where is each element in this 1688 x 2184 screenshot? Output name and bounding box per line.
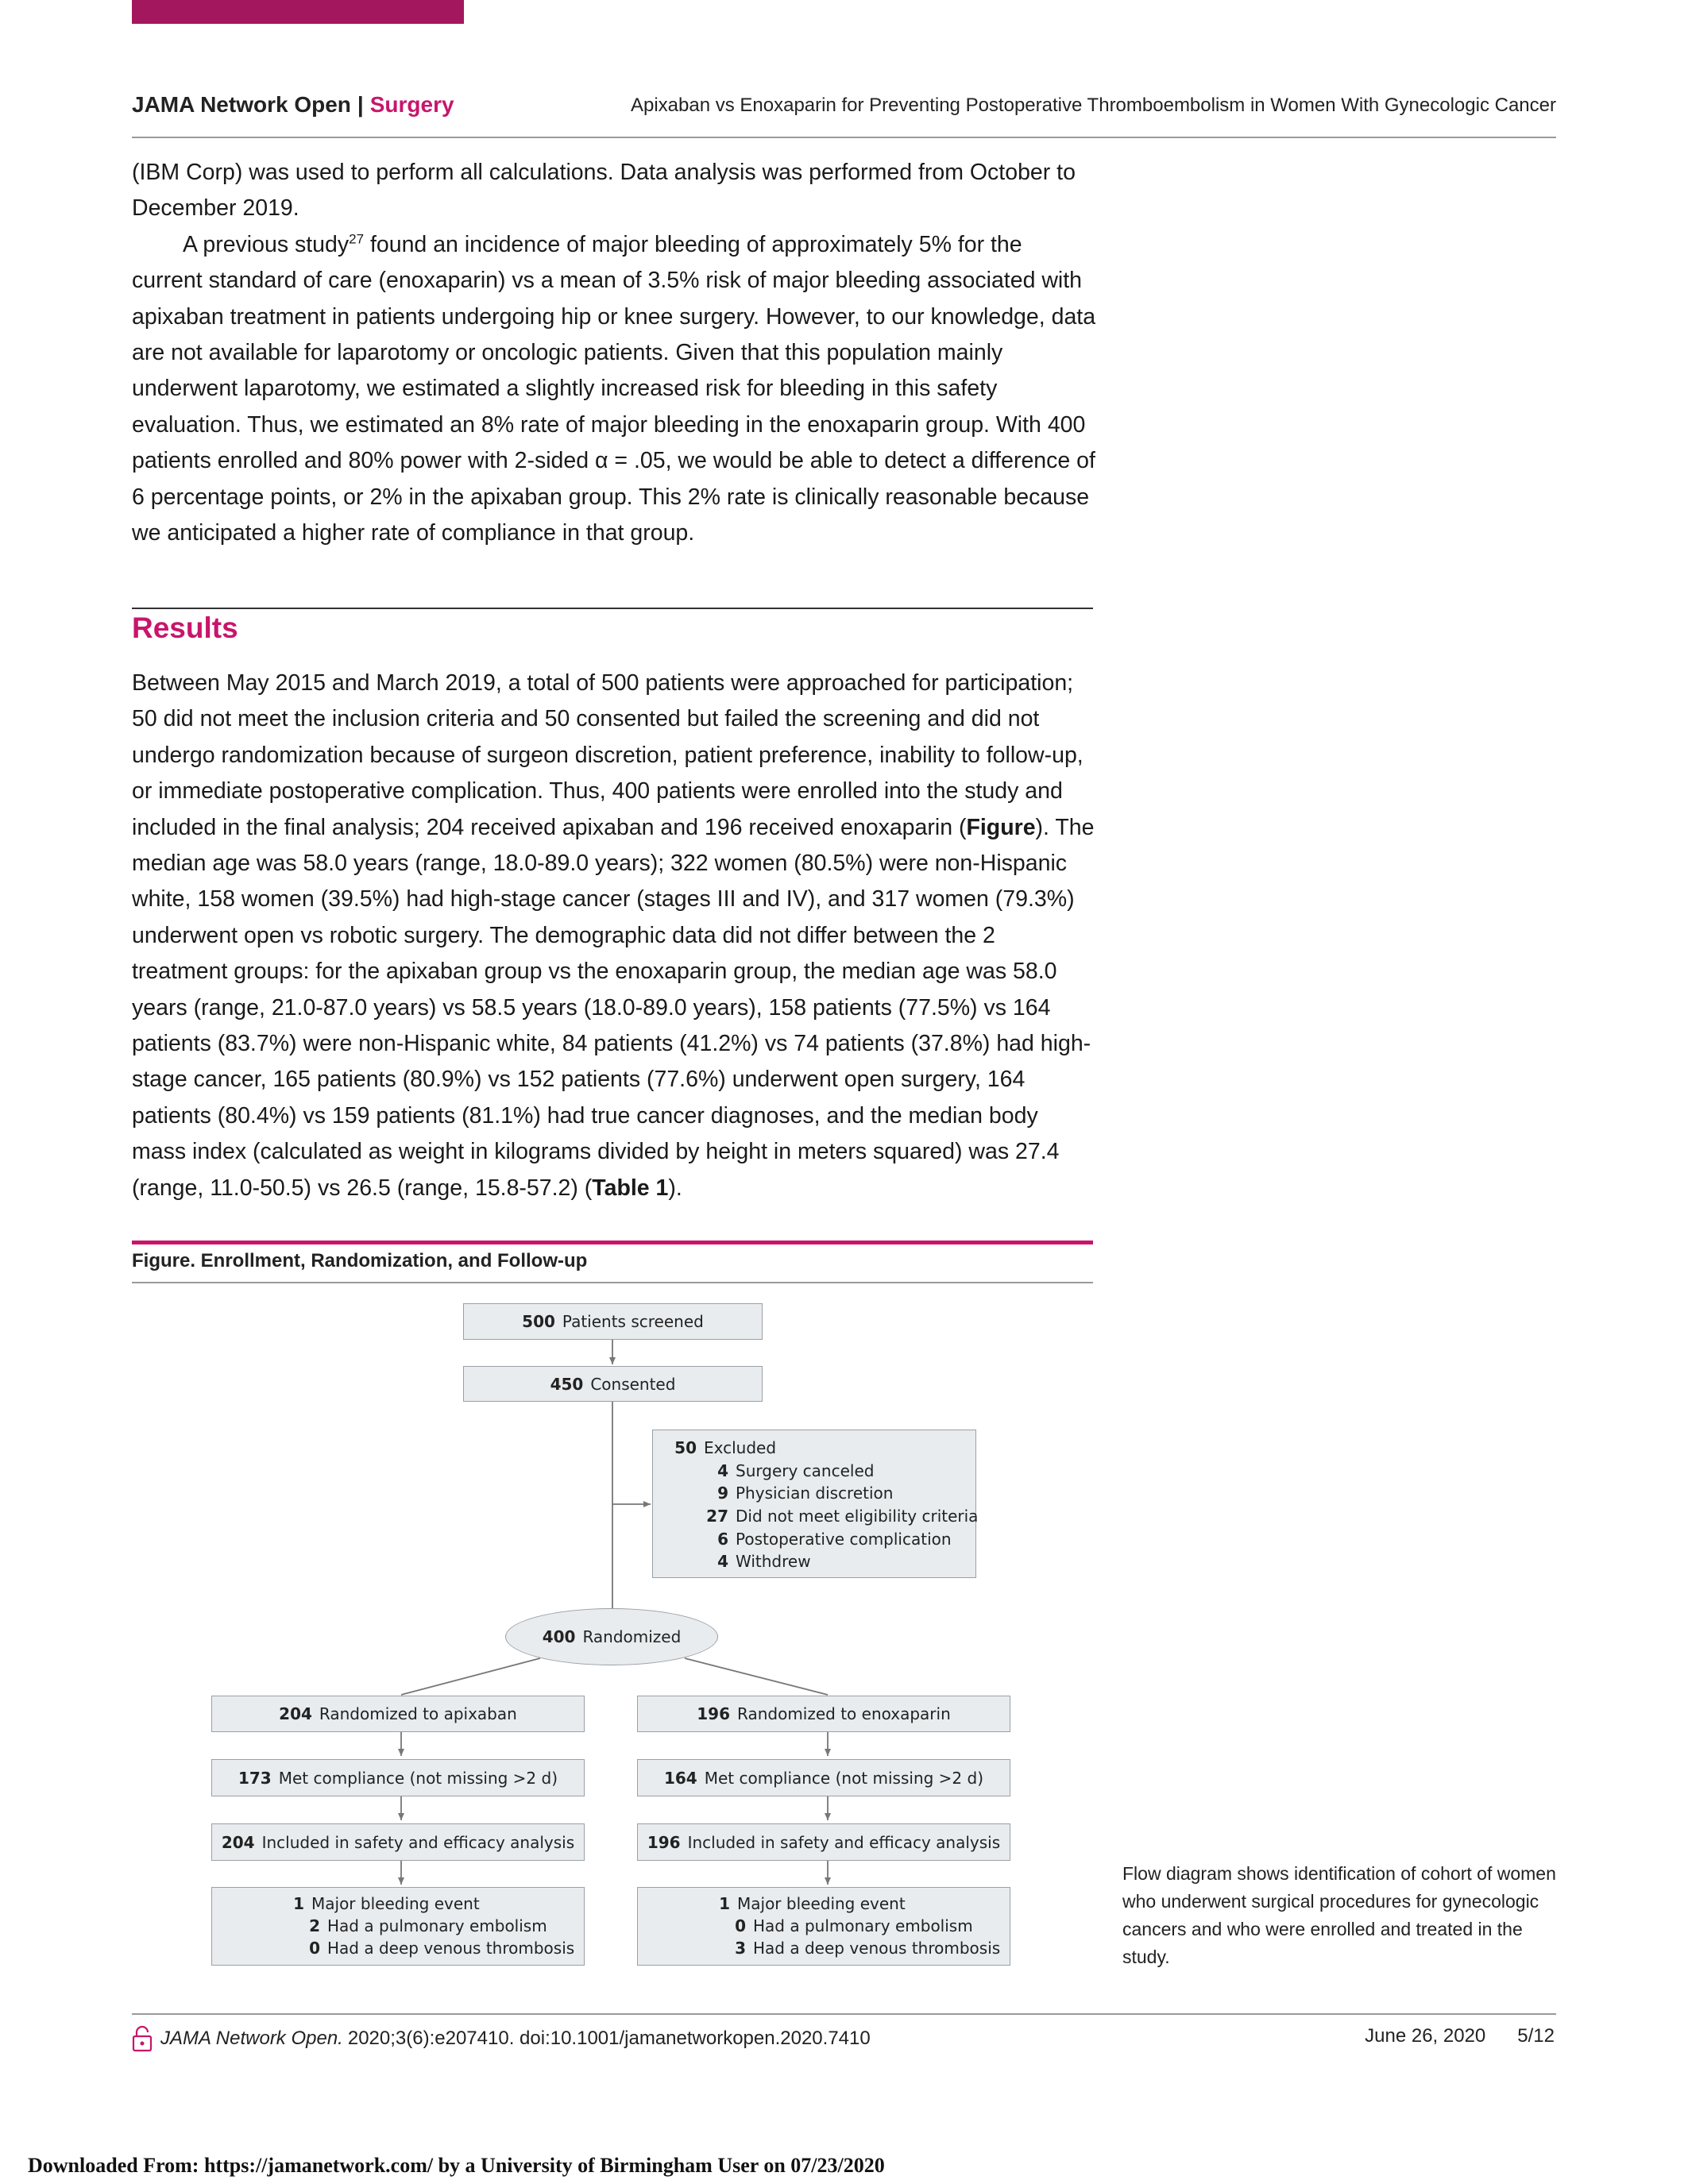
reason-count: 4 [717, 1461, 728, 1480]
outcome-label: Had a pulmonary embolism [753, 1916, 973, 1935]
paragraph-calculations: (IBM Corp) was used to perform all calculations. Data analysis was performed from October to December 2019. [132, 160, 1076, 222]
apixaban-included-count: 204 [221, 1832, 255, 1852]
outcome-label: Major bleeding event [311, 1894, 480, 1913]
outcome-count: 1 [719, 1894, 730, 1913]
footer-citation [132, 2025, 871, 2052]
box-consented [463, 1366, 763, 1402]
screened-count: 500 [522, 1312, 555, 1331]
randomized-count: 400 [542, 1627, 576, 1646]
journal-name [132, 92, 454, 118]
box-apixaban-compliance [211, 1759, 585, 1796]
footer-doi[interactable]: 2020;3(6):e207410. doi:10.1001/jamanetworkopen.2020.7410 [347, 2028, 871, 2049]
methods-text [132, 155, 1097, 551]
footer-journal: JAMA Network Open. [160, 2028, 343, 2049]
outcome-count: 0 [309, 1939, 320, 1958]
reference-27[interactable]: 27 [349, 231, 365, 247]
results-part-b: ). The median age was 58.0 years (range, 18.0-89.0 years); 322 women (80.5%) were non-Hispanic white, 158 women (39.5%) had high-stage cancer (stages III and IV), and 317 women (79.3%) underwent open vs robotic surgery. The demographic data did not differ between the 2 treatment groups: for the apixaban group vs the enoxaparin group, the median age was 58.0 years (range, 21.0-87.0 years) vs 58.5 years (18.0-89.0 years), 158 patients (77.5%) vs 164 patients (83.7%) were non-Hispanic white, 84 patients (41.2%) vs 74 patients (37.8%) had high-stage cancer, 165 patients (80.9%) vs 152 patients (77.6%) underwent open surgery, 164 patients (80.4%) vs 159 patients (81.1%) had true cancer diagnoses, and the median body mass index (calculated as weight in kilograms divided by height in meters squared) was 27.4 (range, 11.0-50.5) vs 26.5 (range, 15.8-57.2) ( [132, 814, 1095, 1201]
page-number: 5/12 [1517, 2025, 1555, 2047]
excluded-reason [653, 1507, 978, 1526]
outcome-label: Had a pulmonary embolism [327, 1916, 547, 1935]
apixaban-compliance-count: 173 [238, 1768, 272, 1788]
excluded-header [653, 1438, 776, 1457]
apixaban-randomized-count: 204 [279, 1704, 312, 1723]
footer-meta [1365, 2025, 1555, 2047]
outcome-label: Major bleeding event [737, 1894, 906, 1913]
enoxaparin-included-count: 196 [647, 1832, 681, 1852]
box-patients-screened [463, 1303, 763, 1340]
results-divider [132, 608, 1093, 609]
line-randomized-to-apixaban [401, 1658, 540, 1695]
reason-label: Physician discretion [736, 1484, 894, 1503]
box-enoxaparin-included [637, 1823, 1010, 1861]
paragraph-power-analysis [132, 227, 1097, 552]
results-heading: Results [132, 612, 238, 644]
enoxaparin-randomized-count: 196 [697, 1704, 730, 1723]
running-title: Apixaban vs Enoxaparin for Preventing Postoperative Thromboembolism in Women With Gynecologic Cancer [630, 95, 1556, 116]
outcome-line [638, 1939, 1000, 1958]
figure-caption: Flow diagram shows identification of cohort of women who underwent surgical procedures for gynecologic cancers and who were enrolled and treated in the study. [1122, 1863, 1556, 1967]
outcome-label: Had a deep venous thrombosis [327, 1939, 575, 1958]
reason-label: Postoperative complication [736, 1530, 952, 1549]
enoxaparin-randomized-label: Randomized to enoxaparin [737, 1704, 951, 1723]
consented-label: Consented [590, 1374, 676, 1394]
box-excluded [652, 1430, 979, 1578]
top-accent-bar [132, 0, 464, 24]
excluded-reason [653, 1552, 811, 1571]
outcome-count: 1 [293, 1894, 304, 1913]
excluded-count: 50 [674, 1438, 697, 1457]
outcome-count: 0 [735, 1916, 746, 1935]
table-reference[interactable]: Table 1 [592, 1175, 669, 1201]
page-header [132, 92, 1556, 124]
outcome-line [638, 1916, 973, 1935]
screened-label: Patients screened [562, 1312, 704, 1331]
box-apixaban-outcomes [211, 1887, 585, 1966]
figure-reference[interactable]: Figure [966, 814, 1036, 840]
box-randomized-enoxaparin [637, 1696, 1010, 1732]
outcome-line [638, 1894, 906, 1913]
figure-title-rule [132, 1282, 1093, 1283]
paragraph-results [132, 666, 1097, 1206]
ellipse-randomized [505, 1608, 718, 1665]
apixaban-included-label: Included in safety and efficacy analysis [261, 1832, 575, 1852]
consented-count: 450 [550, 1374, 584, 1394]
journal-section: Surgery [369, 92, 454, 117]
outcome-count: 3 [735, 1939, 746, 1958]
para2-rest: found an incidence of major bleeding of approximately 5% for the current standard of care (enoxaparin) vs a mean of 3.5% risk of major bleeding associated with apixaban treatment in patients undergoing hip or knee surgery. However, to our knowledge, data are not available for laparotomy or oncologic patients. Given that this population mainly underwent laparotomy, we estimated a slightly increased risk for bleeding in this safety evaluation. Thus, we estimated an 8% rate of major bleeding in the enoxaparin group. With 400 patients enrolled and 80% power with 2-sided α = .05, we would be able to detect a difference of 6 percentage points, or 2% in the apixaban group. This 2% rate is clinically reasonable because we anticipated a higher rate of compliance in that group. [132, 231, 1096, 546]
excluded-reason [653, 1530, 952, 1549]
reason-label: Surgery canceled [736, 1461, 875, 1480]
results-text [132, 666, 1097, 1206]
figure-top-rule [132, 1241, 1093, 1244]
outcome-line [212, 1894, 480, 1913]
journal-title: JAMA Network Open [132, 92, 351, 117]
box-apixaban-included [211, 1823, 585, 1861]
excluded-reason [653, 1484, 893, 1503]
results-part-a: Between May 2015 and March 2019, a total of 500 patients were approached for participation; 50 did not meet the inclusion criteria and 50 consented but failed the screening and did not undergo randomization because of surgeon discretion, patient preference, inability to follow-up, or immediate postoperative complication. Thus, 400 patients were enrolled into the study and included in the final analysis; 204 received apixaban and 196 received enoxaparin ( [132, 670, 1083, 840]
excluded-label: Excluded [704, 1438, 777, 1457]
excluded-reason [653, 1461, 874, 1480]
publication-date: June 26, 2020 [1365, 2025, 1486, 2047]
enoxaparin-included-label: Included in safety and efficacy analysis [687, 1832, 1001, 1852]
outcome-line [212, 1939, 574, 1958]
open-access-lock-icon [132, 2025, 153, 2052]
enoxaparin-compliance-count: 164 [663, 1768, 697, 1788]
download-notice: Downloaded From: https://jamanetwork.com/ by a University of Birmingham User on 07/23/2020 [28, 2154, 885, 2177]
para2-start: A previous study [183, 231, 350, 257]
line-randomized-to-enoxaparin [685, 1658, 828, 1695]
reason-label: Did not meet eligibility criteria [736, 1507, 979, 1526]
figure-title: Figure. Enrollment, Randomization, and Follow-up [132, 1250, 588, 1271]
header-separator: | [357, 92, 364, 117]
reason-count: 9 [717, 1484, 728, 1503]
outcome-line [212, 1916, 547, 1935]
enoxaparin-compliance-label: Met compliance (not missing >2 d) [704, 1768, 984, 1788]
reason-count: 4 [717, 1552, 728, 1571]
results-part-c: ). [668, 1175, 682, 1201]
reason-count: 6 [717, 1530, 728, 1549]
randomized-label: Randomized [582, 1627, 682, 1646]
reason-label: Withdrew [736, 1552, 811, 1571]
outcome-count: 2 [309, 1916, 320, 1935]
box-randomized-apixaban [211, 1696, 585, 1732]
apixaban-randomized-label: Randomized to apixaban [319, 1704, 517, 1723]
header-divider [132, 137, 1556, 138]
reason-count: 27 [706, 1507, 728, 1526]
outcome-label: Had a deep venous thrombosis [753, 1939, 1001, 1958]
footer-divider [132, 2013, 1556, 2015]
apixaban-compliance-label: Met compliance (not missing >2 d) [278, 1768, 558, 1788]
box-enoxaparin-outcomes [637, 1887, 1010, 1966]
box-enoxaparin-compliance [637, 1759, 1010, 1796]
